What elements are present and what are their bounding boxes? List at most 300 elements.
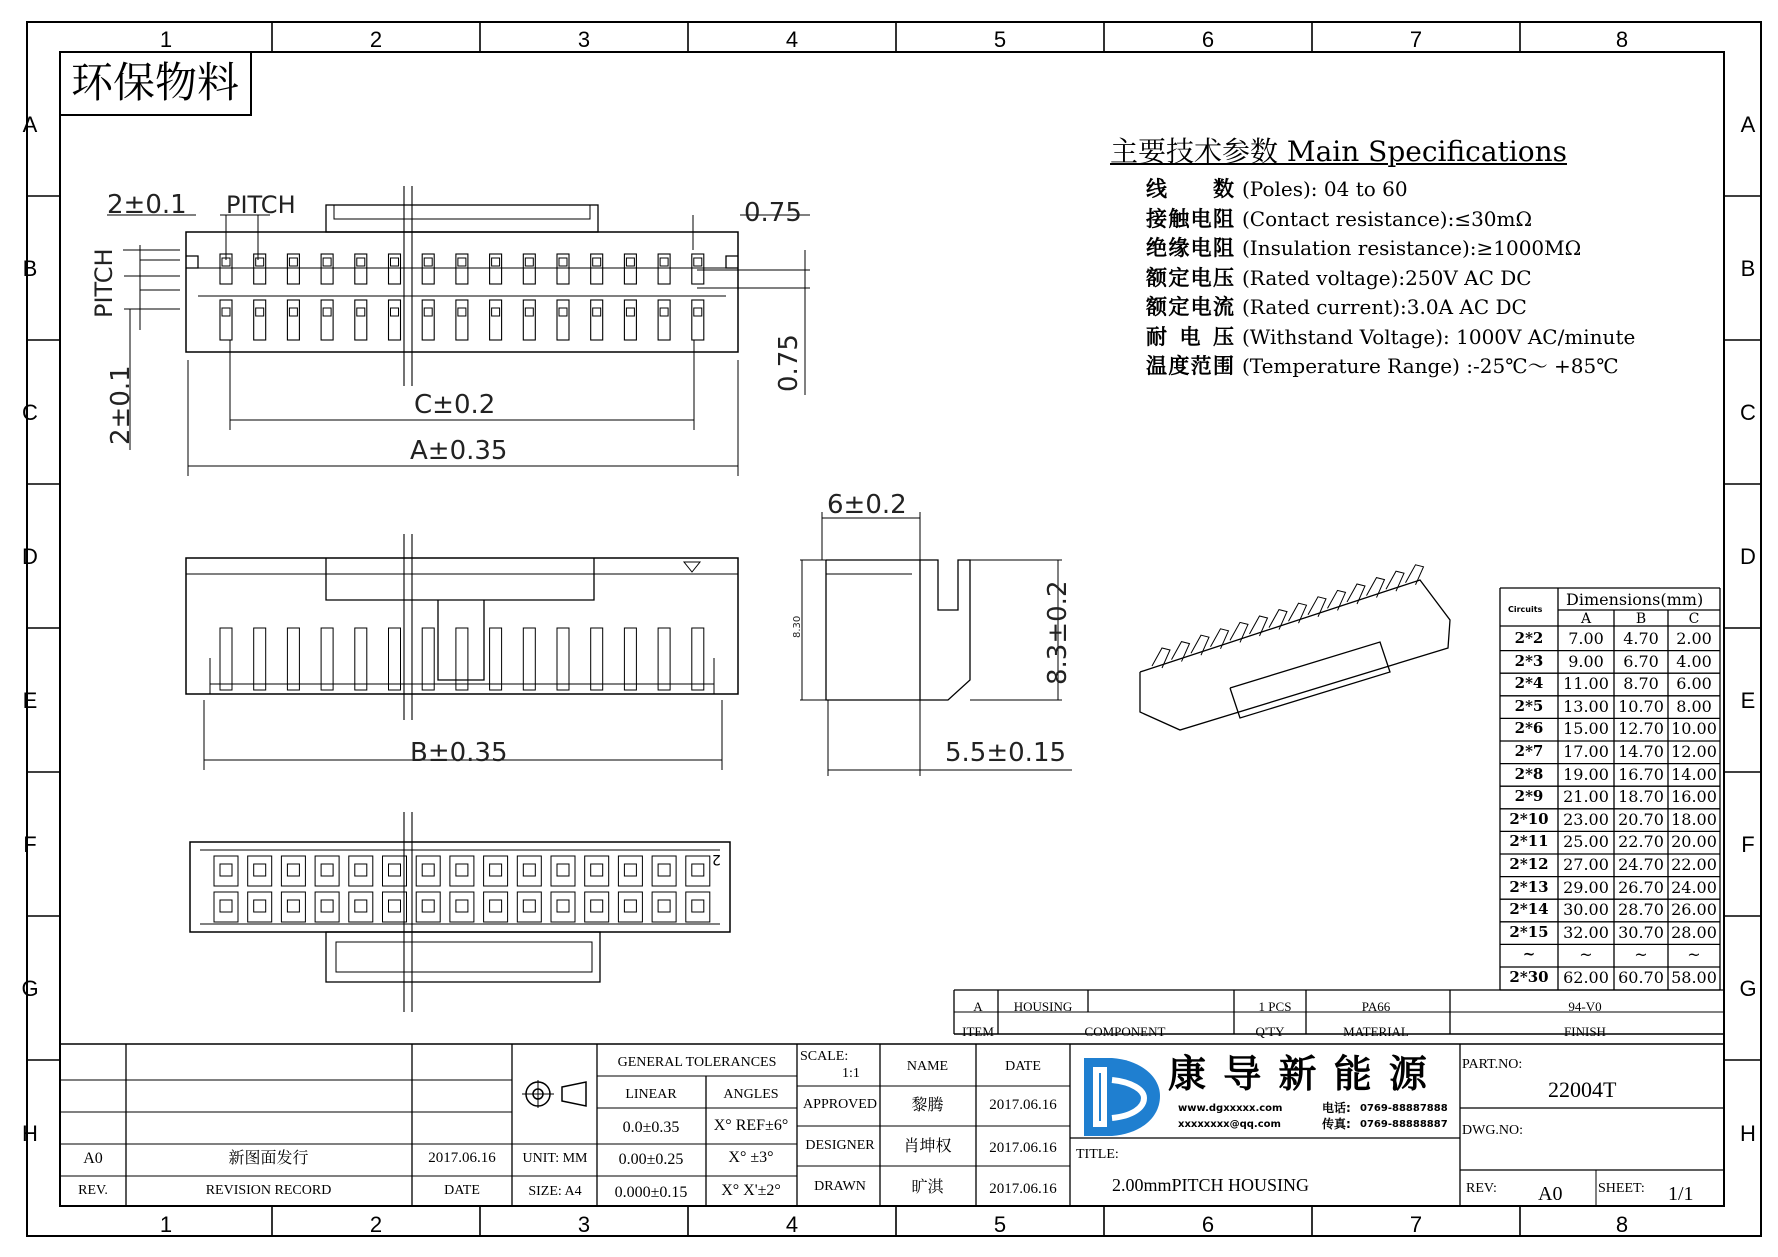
dim-table-cell: 10.70 <box>1618 696 1664 716</box>
title-value: 2.00mmPITCH HOUSING <box>1112 1175 1310 1195</box>
revision-h-record: REVISION RECORD <box>205 1183 332 1198</box>
row-zone-F: F <box>23 832 37 857</box>
dim-table-cell: 14.00 <box>1671 764 1717 784</box>
revision-h-date: DATE <box>444 1183 480 1198</box>
dim-table-cell: 32.00 <box>1563 922 1609 942</box>
bom-h-item: ITEM <box>962 1024 994 1039</box>
bottom-view-cavity <box>652 892 676 922</box>
spec-en-6: (Temperature Range) :-25℃～ +85℃ <box>1242 354 1619 378</box>
bottom-view-contact <box>692 864 704 876</box>
column-zone-5: 5 <box>993 1212 1007 1237</box>
top-view-pin-slot <box>658 300 670 340</box>
top-view-contact <box>391 308 399 316</box>
top-view-pin-slot <box>591 300 603 340</box>
tolerances-size: SIZE: A4 <box>528 1184 582 1199</box>
dim-table-cell: 7.00 <box>1568 629 1604 648</box>
row-zone-B: B <box>1740 256 1756 281</box>
row-zone-D: D <box>22 544 38 569</box>
top-view-contact <box>323 258 331 266</box>
spec-cn-2: 绝缘电阻 <box>1146 235 1234 260</box>
bottom-view-contact <box>490 864 502 876</box>
part-no-value: 22004T <box>1548 1077 1617 1102</box>
approval-h-date: DATE <box>1005 1059 1041 1074</box>
bottom-view-contact <box>254 900 266 912</box>
bottom-view-contact <box>658 900 670 912</box>
bom-h-qty: Q'TY <box>1255 1024 1285 1039</box>
top-view-pin-slot <box>422 300 434 340</box>
revision-date: 2017.06.16 <box>428 1150 496 1166</box>
dim-table-circuits: 2*4 <box>1514 674 1544 693</box>
dim-table-cell: 2.00 <box>1676 629 1712 648</box>
top-view-pin-slot <box>220 300 232 340</box>
bottom-view-cavity <box>585 856 609 886</box>
dim-table-cell: 58.00 <box>1671 968 1717 987</box>
tolerances-linear-2: 0.00±0.25 <box>618 1151 684 1168</box>
top-view-contact <box>458 258 466 266</box>
dim-c: C±0.2 <box>414 390 496 420</box>
row-zone-E: E <box>1740 688 1756 713</box>
bottom-view-contact <box>321 900 333 912</box>
dim-table-col-B: B <box>1635 611 1647 627</box>
eco-material-label: 环保物料 <box>60 52 252 116</box>
dim-table-cell: 4.70 <box>1623 629 1659 648</box>
spec-cn-0: 线 数 <box>1146 176 1234 201</box>
dim-table-cell: 6.70 <box>1623 651 1659 671</box>
dim-8-30-small: 8.30 <box>792 615 803 638</box>
dim-table-header-dimensions: Dimensions(mm) <box>1566 590 1704 609</box>
dim-table-cell: 28.00 <box>1671 922 1717 942</box>
bottom-view-contact <box>220 864 232 876</box>
bottom-view-cavity <box>383 892 407 922</box>
top-view-contact <box>222 308 230 316</box>
approved-role: APPROVED <box>803 1097 877 1112</box>
bottom-view-cavity <box>383 856 407 886</box>
bottom-view-contact <box>624 864 636 876</box>
top-view-pin-slot <box>624 300 636 340</box>
front-view-pin <box>591 628 603 690</box>
column-zone-7: 7 <box>1409 1212 1423 1237</box>
dim-table-cell: 30.00 <box>1563 900 1609 920</box>
bottom-view-cavity <box>517 856 541 886</box>
top-view-contact <box>391 258 399 266</box>
bottom-view-contact <box>456 900 468 912</box>
spec-en-5: (Withstand Voltage): 1000V AC/minute <box>1242 324 1636 349</box>
top-view-pin-slot <box>523 300 535 340</box>
bottom-view-contact <box>557 900 569 912</box>
dim-row-pitch: 2±0.1 <box>106 365 136 445</box>
designer-name: 肖坤权 <box>903 1138 952 1155</box>
row-zone-G: G <box>1739 976 1757 1001</box>
front-view-pin <box>490 628 502 690</box>
bottom-view-cavity <box>551 856 575 886</box>
dim-table-cell: 24.70 <box>1618 855 1664 874</box>
column-zone-8: 8 <box>1615 27 1629 52</box>
bottom-view-contact <box>692 900 704 912</box>
dim-table-cell: 27.00 <box>1563 855 1609 874</box>
drawn-date: 2017.06.16 <box>989 1181 1057 1197</box>
bottom-view-contact <box>287 900 299 912</box>
top-view-contact <box>289 258 297 266</box>
title-label: TITLE: <box>1076 1147 1119 1162</box>
bottom-view-cavity <box>686 892 710 922</box>
top-view-contact <box>323 308 331 316</box>
bottom-view-contact <box>355 864 367 876</box>
front-view-pin <box>355 628 367 690</box>
dim-table-circuits: 2*11 <box>1509 832 1549 851</box>
top-view-contact <box>593 258 601 266</box>
bottom-view-contact <box>658 864 670 876</box>
tolerances-linear: LINEAR <box>625 1087 677 1102</box>
dim-table-cell: 6.00 <box>1676 674 1712 694</box>
dim-table-cell: 10.00 <box>1671 719 1717 739</box>
bom-h-component: COMPONENT <box>1084 1024 1166 1039</box>
drawn-name: 旷淇 <box>911 1179 944 1196</box>
top-view-contact <box>357 258 365 266</box>
dim-table-cell: 16.00 <box>1671 787 1717 807</box>
top-view-pin-slot <box>287 300 299 340</box>
column-zone-2: 2 <box>369 1212 383 1237</box>
bottom-view-cavity <box>349 892 373 922</box>
front-view-body <box>186 558 738 694</box>
company-web: www.dgxxxxx.com <box>1178 1103 1283 1114</box>
bottom-view-contact <box>254 864 266 876</box>
tolerances-linear-3: 0.000±0.15 <box>614 1184 688 1201</box>
bom-finish: 94-V0 <box>1568 999 1602 1014</box>
dim-b: B±0.35 <box>410 738 508 768</box>
bottom-view-contact <box>591 900 603 912</box>
dim-a: A±0.35 <box>410 436 508 466</box>
bottom-view-cavity <box>214 892 238 922</box>
bottom-view-contact <box>624 900 636 912</box>
front-view-pin <box>389 628 401 690</box>
dim-table-cell: 29.00 <box>1563 877 1609 897</box>
row-zone-H: H <box>22 1121 38 1146</box>
dim-table-header-circuits: Circuits <box>1508 605 1543 614</box>
bom-component: HOUSING <box>1013 999 1073 1014</box>
company-fax: 0769-88888887 <box>1360 1119 1448 1130</box>
bottom-view-cavity <box>585 892 609 922</box>
bottom-view-contact <box>557 864 569 876</box>
top-view-contact <box>424 258 432 266</box>
dim-table-cell: 19.00 <box>1563 764 1609 784</box>
top-view-contact <box>458 308 466 316</box>
bom-h-material: MATERIAL <box>1343 1024 1409 1039</box>
row-zone-D: D <box>1740 544 1756 569</box>
top-view-contact <box>694 258 702 266</box>
tolerances-angles: ANGLES <box>723 1087 779 1102</box>
bottom-view-contact <box>287 864 299 876</box>
top-view-contact <box>289 308 297 316</box>
bottom-view-contact <box>523 864 535 876</box>
pin-one-label: 2 <box>712 851 721 867</box>
top-view-contact <box>660 258 668 266</box>
front-view-pin <box>456 628 468 690</box>
dim-table-cell: 12.70 <box>1618 719 1664 739</box>
row-zone-F: F <box>1741 832 1755 857</box>
specs-title: 主要技术参数 Main Specifications <box>1110 135 1567 168</box>
top-view-contact <box>424 308 432 316</box>
drawn-role: DRAWN <box>814 1179 866 1194</box>
row-zone-A: A <box>1740 112 1756 137</box>
top-view-contact <box>525 308 533 316</box>
dim-table-cell: 23.00 <box>1563 809 1609 829</box>
dim-table-circuits: 2*8 <box>1514 764 1544 783</box>
dim-table-cell: 25.00 <box>1563 832 1609 852</box>
revision-record: 新图面发行 <box>228 1150 309 1167</box>
bottom-view-contact <box>389 864 401 876</box>
top-view-pin-slot <box>254 300 266 340</box>
top-view-contact <box>694 308 702 316</box>
bottom-view-contact <box>355 900 367 912</box>
dim-table-cell: 60.70 <box>1618 968 1664 987</box>
top-view-contact <box>559 308 567 316</box>
front-view-pin <box>658 628 670 690</box>
top-view-body <box>186 232 738 352</box>
row-zone-H: H <box>1740 1121 1756 1146</box>
dim-table-cell: 28.70 <box>1618 900 1664 920</box>
dim-8-3: 8.3±0.2 <box>1043 580 1073 685</box>
dim-table-circuits: 2*30 <box>1509 968 1549 986</box>
approved-name: 黎腾 <box>911 1097 944 1114</box>
dim-table-cell: 9.00 <box>1568 651 1604 671</box>
tolerances-angle-3: X° X'±2° <box>721 1182 781 1199</box>
designer-date: 2017.06.16 <box>989 1140 1057 1156</box>
bom-h-finish: FINISH <box>1564 1024 1606 1039</box>
top-view-pin-slot <box>456 300 468 340</box>
spec-en-1: (Contact resistance):≤30mΩ <box>1242 206 1533 231</box>
approved-date: 2017.06.16 <box>989 1097 1057 1113</box>
iso-body <box>1140 580 1450 730</box>
front-view-pin <box>220 628 232 690</box>
bottom-view-cavity <box>551 892 575 922</box>
dim-table-col-A: A <box>1580 611 1592 627</box>
bottom-view-contact <box>422 864 434 876</box>
tolerances-unit: UNIT: MM <box>522 1151 588 1166</box>
dim-pitch-label: PITCH <box>226 191 296 219</box>
top-view-contact <box>593 308 601 316</box>
side-view-body <box>826 560 920 700</box>
revision-rev: A0 <box>83 1150 103 1167</box>
bottom-view-cavity <box>281 856 305 886</box>
bottom-view-cavity <box>450 856 474 886</box>
bottom-view-cavity <box>517 892 541 922</box>
bom-material: PA66 <box>1361 999 1391 1014</box>
dim-5-5: 5.5±0.15 <box>945 738 1067 768</box>
bottom-view-cavity <box>652 856 676 886</box>
column-zone-5: 5 <box>993 27 1007 52</box>
dim-table-circuits: 2*9 <box>1514 787 1544 806</box>
dim-table-cell: 16.70 <box>1618 764 1664 784</box>
dim-pitch-top: 2±0.1 <box>107 190 187 220</box>
dim-table-cell: 4.00 <box>1676 651 1712 671</box>
dim-table-circuits: 2*7 <box>1514 742 1544 760</box>
company-tel-label: 电话: <box>1322 1101 1351 1115</box>
dim-table-cell: 24.00 <box>1671 877 1717 897</box>
iso-latch <box>1230 642 1390 718</box>
dim-table-cell: ~ <box>1634 945 1648 965</box>
column-zone-4: 4 <box>785 27 799 52</box>
top-view-contact <box>559 258 567 266</box>
dim-table-cell: 20.00 <box>1671 832 1717 852</box>
dim-075-top: 0.75 <box>744 198 802 228</box>
dwg-no-label: DWG.NO: <box>1462 1123 1524 1138</box>
side-view-profile <box>920 560 970 700</box>
dim-table-cell: 18.70 <box>1618 787 1664 807</box>
part-no-label: PART.NO: <box>1462 1057 1523 1072</box>
rev-value: A0 <box>1538 1183 1563 1205</box>
top-view-contact <box>492 258 500 266</box>
top-view-pin-slot <box>490 300 502 340</box>
sheet-label: SHEET: <box>1598 1181 1645 1196</box>
top-view-latch-left <box>186 256 198 268</box>
bottom-view-cavity <box>618 856 642 886</box>
bottom-view-contact <box>321 864 333 876</box>
company-email: xxxxxxxx@qq.com <box>1178 1119 1281 1130</box>
dim-6: 6±0.2 <box>827 490 907 520</box>
front-view-pin <box>287 628 299 690</box>
bom-item: A <box>973 999 983 1014</box>
dim-075-side: 0.75 <box>774 334 804 392</box>
revision-h-rev: REV. <box>78 1183 108 1198</box>
bottom-view-contact <box>490 900 502 912</box>
top-view-pin-slot <box>389 300 401 340</box>
bottom-view-contact <box>422 900 434 912</box>
bottom-view-contact <box>389 900 401 912</box>
dim-table-cell: 30.70 <box>1618 922 1664 942</box>
sheet-value: 1/1 <box>1668 1183 1694 1205</box>
column-zone-8: 8 <box>1615 1212 1629 1237</box>
dim-table-cell: 11.00 <box>1563 674 1609 694</box>
top-view-contact <box>626 258 634 266</box>
tolerances-angle-1: X° REF±6° <box>713 1117 789 1134</box>
bottom-view-cavity <box>281 892 305 922</box>
approval-h-name: NAME <box>906 1059 949 1074</box>
front-view-pin <box>523 628 535 690</box>
dim-table-circuits: 2*6 <box>1514 719 1544 738</box>
bottom-view-contact <box>591 864 603 876</box>
front-view-pin <box>254 628 266 690</box>
dim-table-cell: ~ <box>1579 945 1593 965</box>
scale-label: SCALE: <box>800 1049 849 1064</box>
column-zone-1: 1 <box>159 27 173 52</box>
row-zone-A: A <box>22 112 38 137</box>
top-view-pin-slot <box>557 300 569 340</box>
dim-table-cell: 62.00 <box>1563 968 1609 987</box>
row-zone-G: G <box>21 976 39 1001</box>
row-zone-B: B <box>22 256 38 281</box>
dim-table-circuits: ~ <box>1522 945 1536 964</box>
top-view-contact <box>660 308 668 316</box>
bottom-view-cavity <box>315 892 339 922</box>
column-zone-6: 6 <box>1201 1212 1215 1237</box>
bottom-view-contact <box>456 864 468 876</box>
dim-pitch-side: PITCH <box>90 248 118 318</box>
scale-value: 1:1 <box>842 1066 860 1081</box>
spec-cn-4: 额定电流 <box>1146 294 1234 319</box>
dim-table-cell: 26.00 <box>1671 900 1717 920</box>
top-view-latch-inner <box>334 205 590 219</box>
column-zone-3: 3 <box>577 27 591 52</box>
dim-table-circuits: 2*2 <box>1514 629 1544 647</box>
dim-table-cell: 22.70 <box>1618 832 1664 852</box>
bottom-view-cavity <box>450 892 474 922</box>
top-view-contact <box>357 308 365 316</box>
bottom-view-cavity <box>686 856 710 886</box>
pin-one-marker <box>684 562 700 572</box>
row-zone-C: C <box>22 400 38 425</box>
front-view-pin <box>557 628 569 690</box>
top-view-contact <box>492 308 500 316</box>
bottom-view-cavity <box>484 856 508 886</box>
top-view-latch-right <box>726 256 738 268</box>
spec-en-4: (Rated current):3.0A AC DC <box>1242 295 1527 319</box>
front-view-pin <box>321 628 333 690</box>
spec-cn-3: 额定电压 <box>1146 264 1234 290</box>
dim-table-cell: 22.00 <box>1671 855 1717 874</box>
spec-cn-5: 耐 电 压 <box>1146 323 1234 349</box>
dim-table-circuits: 2*5 <box>1514 696 1544 715</box>
top-view-pin-slot <box>321 300 333 340</box>
tolerances-title: GENERAL TOLERANCES <box>617 1055 777 1070</box>
bottom-view-cavity <box>214 856 238 886</box>
dim-table-cell: 15.00 <box>1563 719 1609 739</box>
column-zone-4: 4 <box>785 1212 799 1237</box>
dim-table-cell: 13.00 <box>1563 696 1609 716</box>
tolerances-angle-2: X° ±3° <box>728 1149 774 1166</box>
bottom-view-cavity <box>248 892 272 922</box>
dim-table-cell: ~ <box>1687 945 1701 965</box>
column-zone-7: 7 <box>1409 27 1423 52</box>
bottom-view-cavity <box>416 856 440 886</box>
bottom-view-cavity <box>484 892 508 922</box>
dim-table-circuits: 2*15 <box>1509 922 1549 941</box>
bottom-view-latch <box>326 932 600 982</box>
dim-table-cell: 18.00 <box>1671 809 1717 829</box>
top-view-pin-slot <box>355 300 367 340</box>
row-zone-E: E <box>22 688 38 713</box>
column-zone-1: 1 <box>159 1212 173 1237</box>
company-name: 康 导 新 能 源 <box>1168 1051 1429 1096</box>
front-view-pin <box>692 628 704 690</box>
top-view-contact <box>256 308 264 316</box>
bottom-view-cavity <box>349 856 373 886</box>
column-zone-3: 3 <box>577 1212 591 1237</box>
column-zone-6: 6 <box>1201 27 1215 52</box>
bottom-view-latch-inner <box>336 942 592 972</box>
dim-table-cell: 17.00 <box>1563 742 1609 761</box>
bottom-view-cavity <box>416 892 440 922</box>
dim-table-circuits: 2*12 <box>1509 855 1549 873</box>
designer-role: DESIGNER <box>805 1138 875 1153</box>
top-view-contact <box>256 258 264 266</box>
rev-label: REV: <box>1466 1181 1497 1196</box>
dim-table-circuits: 2*14 <box>1509 900 1549 919</box>
dim-table-col-C: C <box>1688 611 1700 627</box>
spec-en-0: (Poles): 04 to 60 <box>1242 177 1408 201</box>
front-view-pin <box>422 628 434 690</box>
front-view-latch <box>326 558 594 600</box>
company-tel: 0769-88887888 <box>1360 1103 1448 1114</box>
bottom-view-cavity <box>618 892 642 922</box>
dim-table-circuits: 2*10 <box>1509 809 1549 828</box>
spec-en-3: (Rated voltage):250V AC DC <box>1242 265 1532 290</box>
bottom-view-cavity <box>315 856 339 886</box>
dim-table-cell: 12.00 <box>1671 742 1717 761</box>
dim-table-circuits: 2*3 <box>1514 651 1544 670</box>
spec-cn-6: 温度范围 <box>1146 353 1234 378</box>
dim-table-circuits: 2*13 <box>1509 877 1549 896</box>
dim-table-cell: 8.70 <box>1623 674 1659 694</box>
